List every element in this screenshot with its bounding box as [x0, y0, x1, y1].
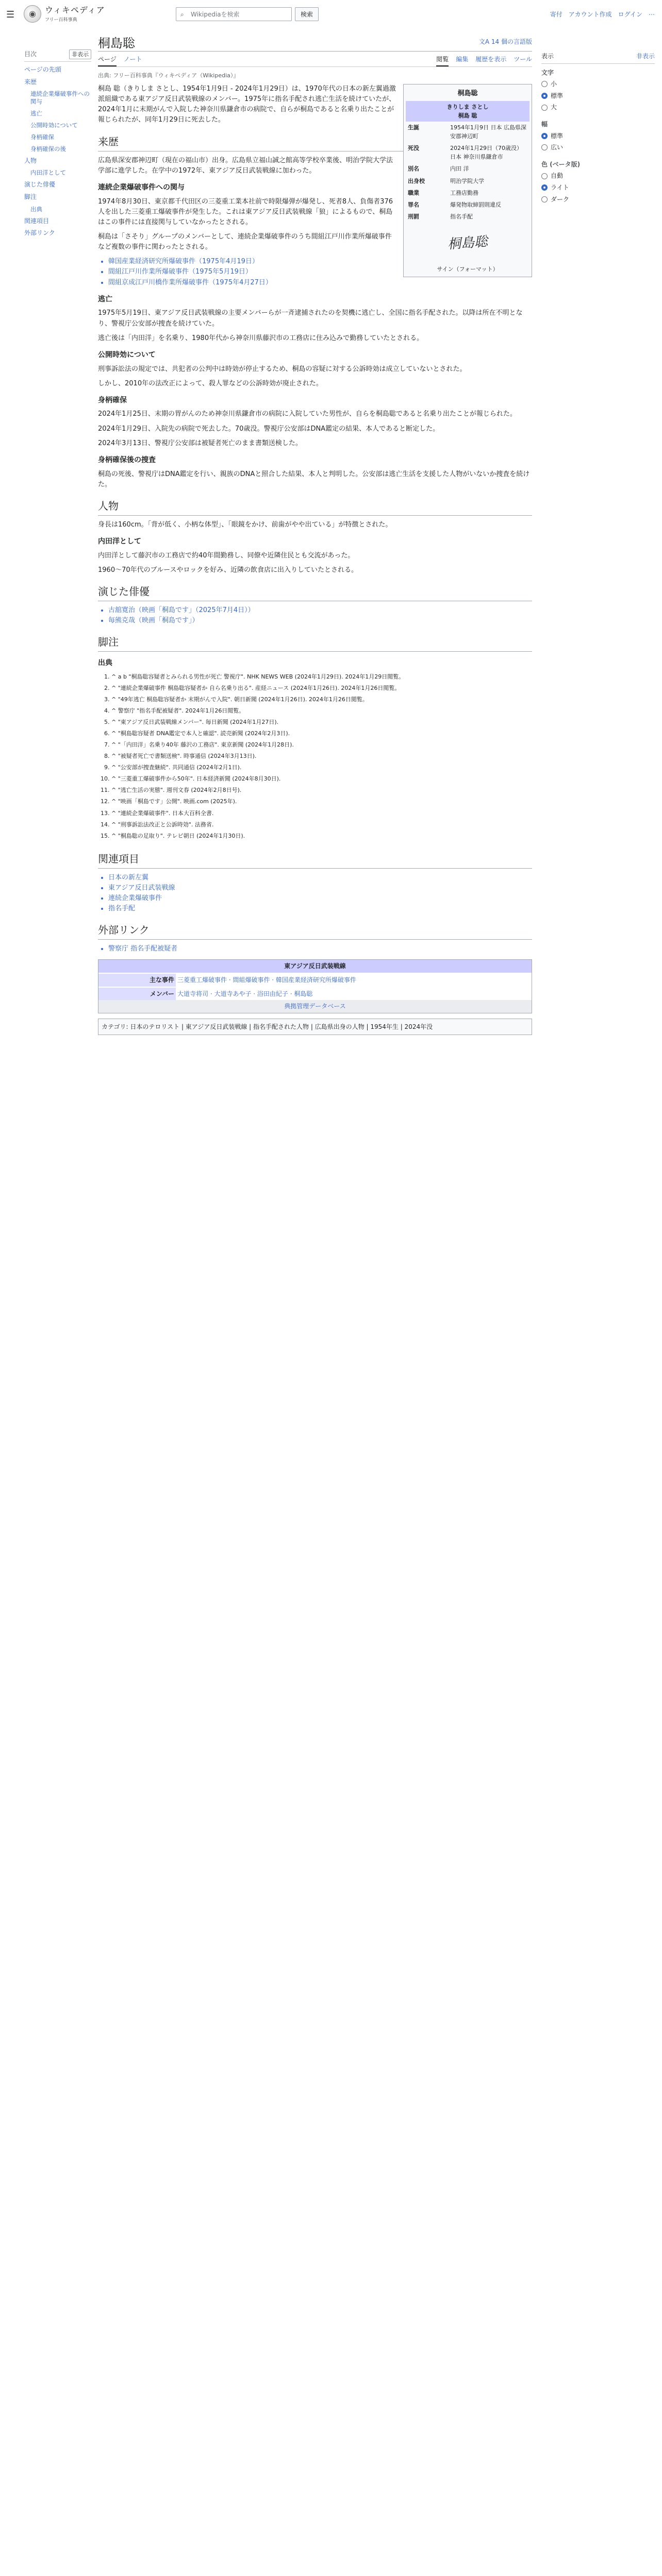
appearance-option[interactable] [541, 79, 655, 89]
paragraph: 桐島の死後、警視庁はDNA鑑定を行い、親族のDNAと照合した結果、本人と判明した。公安部は逃亡生活を支援した人物がいないか捜査を続けた。 [98, 470, 530, 488]
reference-item[interactable]: 14. ^ "刑事訴訟法改正と公訴時効". 法務省. [111, 820, 532, 829]
appearance-group-label: 文字 [541, 69, 554, 76]
infobox-value: 指名手配 [450, 213, 473, 220]
signature-caption: サイン（フォーマット） [437, 265, 499, 273]
navbox-list[interactable]: 大道寺将司 · 大道寺あや子 · 浴田由紀子 · 桐島聡 [177, 990, 313, 997]
reference-item[interactable]: 3. ^ "49年逃亡 桐島聡容疑者か 末期がんで入院". 朝日新聞 (2024年1月26日). 2024年1月26日閲覧。 [111, 695, 532, 704]
paragraph: 内田洋として藤沢市の工務店で約40年間勤務し、同僚や近隣住民とも交流があった。 [98, 551, 355, 560]
source-note: 出典: フリー百科事典『ウィキペディア（Wikipedia）』 [98, 72, 239, 79]
hamburger-icon[interactable]: ☰ [6, 9, 15, 20]
infobox-key: 生誕 [408, 124, 419, 131]
appearance-option[interactable] [541, 143, 655, 152]
option-label: ライト [551, 183, 569, 191]
appearance-option[interactable] [541, 183, 655, 193]
list-item[interactable]: • 古舘寛治（映画「桐島です」（2025年7月4日）） [108, 605, 532, 616]
toc-item[interactable]: 出典 [30, 205, 42, 213]
tab-0[interactable]: ページ [98, 55, 117, 66]
radio-button[interactable] [541, 133, 548, 139]
appearance-heading: 表示 [541, 53, 554, 60]
header-link[interactable]: 寄付 [550, 11, 562, 18]
appearance-sidebar [541, 52, 655, 211]
page-title: 桐島聡 [98, 27, 532, 52]
paragraph: しかし、2010年の法改正によって、殺人罪などの公訴時効が廃止された。 [98, 379, 323, 387]
lead-paragraph: 桐島 聡（きりしま さとし、1954年1月9日 - 2024年1月29日）は、1970年代の日本の新左翼過激派組織である東アジア反日武装戦線のメンバー。1975年に指名手配され逃亡生活を続けていたが、2024年1月に末期がんで入院した神奈川県鎌倉市の病院で、自らが桐島であると名乗り出たことが報じられたが、同年1月29日に死去した。 [98, 85, 396, 124]
language-button[interactable]: 文A 14 個の言語版 [478, 38, 532, 45]
list-item[interactable]: • 間組江戸川作業所爆破事件（1975年5月19日） [108, 267, 532, 277]
navbox-label: メンバー [98, 988, 176, 1001]
navbox-title: 東アジア反日武装戦線 [98, 960, 532, 973]
option-label: 自動 [551, 172, 564, 180]
section-heading: 逃亡 [98, 295, 112, 303]
reference-item[interactable]: 4. ^ 警察庁 "指名手配被疑者". 2024年1月26日閲覧。 [111, 706, 532, 715]
header-link[interactable]: ログイン [618, 11, 642, 18]
reference-item[interactable]: 1. ^ a b "桐島聡容疑者とみられる男性が死亡 警視庁". NHK NEWS WEB (2024年1月29日). 2024年1月29日閲覧。 [111, 672, 532, 681]
logo-subtitle: フリー百科事典 [45, 17, 77, 23]
external-links-heading: 外部リンク [98, 922, 532, 940]
appearance-option[interactable] [541, 103, 655, 112]
infobox-value: 内田 洋 [450, 165, 469, 173]
toc-item[interactable]: 逃亡 [30, 110, 42, 117]
radio-button[interactable] [541, 173, 548, 179]
reference-item[interactable]: 13. ^ "連続企業爆破事件". 日本大百科全書. [111, 809, 532, 818]
appearance-group-label: 色 (ベータ版) [541, 160, 581, 168]
infobox-title: 桐島聡 [457, 90, 478, 98]
infobox [403, 84, 532, 277]
action-tab-3[interactable]: ツール [514, 56, 532, 63]
reference-item[interactable]: 11. ^ "逃亡生活の実態". 週刊文春 (2024年2月8日号). [111, 786, 532, 794]
option-label: ダーク [551, 195, 570, 203]
list-item[interactable]: • 間組京成江戸川橋作業所爆破事件（1975年4月27日） [108, 278, 532, 288]
toc-item[interactable]: 人物 [24, 157, 37, 164]
section-heading: 来歴 [98, 134, 532, 151]
infobox-value: 1954年1月9日 日本 広島県深安郡神辺町 [450, 124, 526, 140]
appearance-option[interactable] [541, 91, 655, 101]
toc-item[interactable]: ページの先頭 [24, 66, 61, 74]
radio-button[interactable] [541, 144, 548, 150]
infobox-value: 2024年1月29日（70歳没） 日本 神奈川県鎌倉市 [450, 145, 522, 161]
section-heading: 身柄確保後の捜査 [98, 455, 156, 464]
navbox-list[interactable]: 三菱重工爆破事件 · 間組爆破事件 · 韓国産業経済研究所爆破事件 [177, 976, 356, 984]
appearance-option[interactable] [541, 131, 655, 141]
logo[interactable] [24, 4, 105, 24]
search-button[interactable]: 検索 [295, 7, 319, 21]
reference-item[interactable]: 2. ^ "連続企業爆破事件 桐島聡容疑者か 自ら名乗り出る". 産経ニュース (2024年1月26日). 2024年1月26日閲覧。 [111, 684, 532, 692]
search-input[interactable]: ⌕ Wikipediaを検索 [176, 7, 292, 21]
option-label: 標準 [551, 132, 564, 140]
content [98, 27, 532, 1035]
page-tabs [98, 55, 532, 67]
related-link[interactable]: • 日本の新左翼 [108, 873, 532, 883]
external-link[interactable]: • 警察庁 指名手配被疑者 [108, 944, 532, 954]
toc-sidebar [24, 49, 91, 242]
section-heading: 人物 [98, 498, 532, 516]
infobox-name: きりしま さとし 桐島 聡 [406, 101, 529, 122]
infobox-key: 刑罰 [408, 213, 419, 220]
paragraph: 1960〜70年代のブルースやロックを好み、近隣の飲食店に出入りしていたとされる。 [98, 566, 358, 574]
option-label: 広い [551, 144, 564, 151]
infobox-value: 爆発物取締罰則違反 [450, 201, 501, 208]
reference-item[interactable]: 9. ^ "公安部が捜査継続". 共同通信 (2024年2月1日). [111, 763, 532, 772]
reference-item[interactable]: 7. ^ "「内田洋」名乗り40年 藤沢の工務店". 東京新聞 (2024年1月28日). [111, 740, 532, 749]
globe-icon: ◉ [24, 5, 41, 23]
toc-heading: 目次 [24, 50, 37, 58]
option-label: 小 [551, 80, 557, 88]
list-item[interactable]: • 韓国産業経済研究所爆破事件（1975年4月19日） [108, 257, 532, 267]
toc-item[interactable]: 演じた俳優 [24, 181, 56, 189]
reference-item[interactable]: 15. ^ "桐島聡の足取り". テレビ朝日 (2024年1月30日). [111, 832, 532, 840]
infobox-value: 工務店勤務 [450, 189, 478, 196]
paragraph: 1975年5月19日、東アジア反日武装戦線の主要メンバーらが一斉逮捕されたのを契機に逃亡し、全国に指名手配された。以降は所在不明となり、警視庁公安部が捜査を続けていた。 [98, 309, 523, 328]
infobox-key: 出身校 [408, 177, 425, 184]
header-link[interactable]: ⋯ [649, 11, 655, 18]
appearance-option[interactable] [541, 171, 655, 181]
radio-button[interactable] [541, 184, 548, 191]
paragraph: 広島県深安郡神辺町（現在の福山市）出身。広島県立福山誠之館高等学校卒業後、明治学院大学法学部に進学した。在学中の1972年、東アジア反日武装戦線に加わった。 [98, 156, 393, 175]
related-link[interactable]: • 指名手配 [108, 904, 532, 914]
category-box[interactable]: カテゴリ: 日本のテロリスト | 東アジア反日武装戦線 | 指名手配された人物 | 広島県出身の人物 | 1954年生 | 2024年没 [98, 1019, 532, 1036]
section-heading: 身柄確保 [98, 396, 127, 404]
action-tab-1[interactable]: 編集 [456, 56, 469, 63]
section-heading: 連続企業爆破事件への関与 [98, 183, 185, 192]
section-heading: 出典 [98, 659, 112, 668]
reference-item[interactable]: 12. ^ "映画「桐島です」公開". 映画.com (2025年). [111, 797, 532, 806]
reference-item[interactable]: 5. ^ "東アジア反日武装戦線メンバー". 毎日新聞 (2024年1月27日). [111, 718, 532, 726]
toc-item[interactable]: 脚注 [24, 193, 37, 200]
action-tab-2[interactable]: 履歴を表示 [475, 56, 507, 63]
paragraph: 逃亡後は「内田洋」を名乗り、1980年代から神奈川県藤沢市の工務店に住み込みで勤務していたとされる。 [98, 334, 424, 342]
paragraph: 2024年1月29日、入院先の病院で死去した。70歳没。警視庁公安部はDNA鑑定の結果、本人であると断定した。 [98, 425, 440, 433]
logo-title: ウィキペディア [45, 5, 105, 15]
related-link[interactable]: • 連続企業爆破事件 [108, 893, 532, 904]
toc-item[interactable]: 来歴 [24, 78, 37, 86]
header [0, 0, 662, 27]
reference-item[interactable]: 10. ^ "三菱重工爆破事件から50年". 日本経済新聞 (2024年8月30日). [111, 774, 532, 783]
authority-control[interactable]: 典拠管理データベース [98, 1000, 532, 1013]
infobox-key: 職業 [408, 189, 419, 196]
option-label: 標準 [551, 92, 564, 99]
appearance-hide-button[interactable]: 非表示 [636, 53, 655, 60]
appearance-group-label: 幅 [541, 120, 548, 128]
radio-button[interactable] [541, 196, 548, 202]
toc-item[interactable]: 身柄確保の後 [30, 145, 66, 152]
navbox [98, 959, 532, 1013]
toc-hide-button[interactable]: 非表示 [69, 49, 91, 59]
infobox-key: 死没 [408, 145, 419, 152]
radio-button[interactable] [541, 93, 548, 99]
toc-item[interactable]: 関連項目 [24, 217, 49, 225]
header-link[interactable]: アカウント作成 [568, 11, 612, 18]
tab-1[interactable]: ノート [123, 56, 142, 63]
section-heading: 脚注 [98, 634, 532, 652]
paragraph: 刑事訴訟法の規定では、共犯者の公判中は時効が停止するため、桐島の容疑に対する公訴時効は成立していないとされた。 [98, 365, 467, 373]
reference-item[interactable]: 8. ^ "被疑者死亡で書類送検". 時事通信 (2024年3月13日). [111, 752, 532, 760]
section-heading: 演じた俳優 [98, 584, 532, 601]
infobox-key: 罪名 [408, 201, 419, 208]
list-item[interactable]: • 毎熊克哉（映画「桐島です」） [108, 616, 532, 626]
toc-item[interactable]: 外部リンク [24, 229, 55, 237]
reference-list [98, 672, 532, 843]
paragraph: 2024年3月13日、警視庁公安部は被疑者死亡のまま書類送検した。 [98, 439, 302, 447]
search-icon: ⌕ [180, 11, 184, 18]
section-heading: 内田洋として [98, 537, 141, 546]
toc-item[interactable]: 身柄確保 [30, 133, 54, 141]
paragraph: 1974年8月30日、東京都千代田区の三菱重工業本社前で時限爆弾が爆発し、死者8人、負傷者376人を出した三菱重工爆破事件が発生した。これは東アジア反日武装戦線「狼」によるもので、桐島はこの事件には直接関与していなかったとされる。 [98, 197, 393, 226]
infobox-key: 別名 [408, 165, 419, 173]
toc-item[interactable]: 連続企業爆破事件への関与 [30, 90, 90, 106]
navbox-label: 主な事件 [98, 974, 176, 987]
paragraph: 2024年1月25日、末期の胃がんのため神奈川県鎌倉市の病院に入院していた男性が、自らを桐島聡であると名乗り出たことが報じられた。 [98, 410, 517, 418]
related-link[interactable]: • 東アジア反日武装戦線 [108, 883, 532, 893]
signature-image: 桐島聡 [447, 234, 488, 252]
radio-button[interactable] [541, 81, 548, 87]
section-heading: 公開時効について [98, 350, 156, 359]
toc-item[interactable]: 公開時効について [30, 122, 78, 129]
paragraph: 身長は160cm。「背が低く、小柄な体型」、「眼鏡をかけ、前歯がやや出ている」が特徴とされた。 [98, 520, 392, 529]
paragraph: 桐島は「さそり」グループのメンバーとして、連続企業爆破事件のうち間組江戸川作業所爆破事件など複数の事件に関わったとされる。 [98, 233, 392, 251]
radio-button[interactable] [541, 105, 548, 111]
option-label: 大 [551, 104, 557, 111]
infobox-value: 明治学院大学 [450, 177, 484, 184]
header-links [550, 10, 655, 20]
related-heading: 関連項目 [98, 851, 532, 869]
appearance-option[interactable] [541, 195, 655, 205]
reference-item[interactable]: 6. ^ "桐島聡容疑者 DNA鑑定で本人と確認". 読売新聞 (2024年2月3日). [111, 729, 532, 738]
action-tab-0[interactable]: 閲覧 [436, 55, 449, 66]
toc-item[interactable]: 内田洋として [30, 169, 66, 177]
